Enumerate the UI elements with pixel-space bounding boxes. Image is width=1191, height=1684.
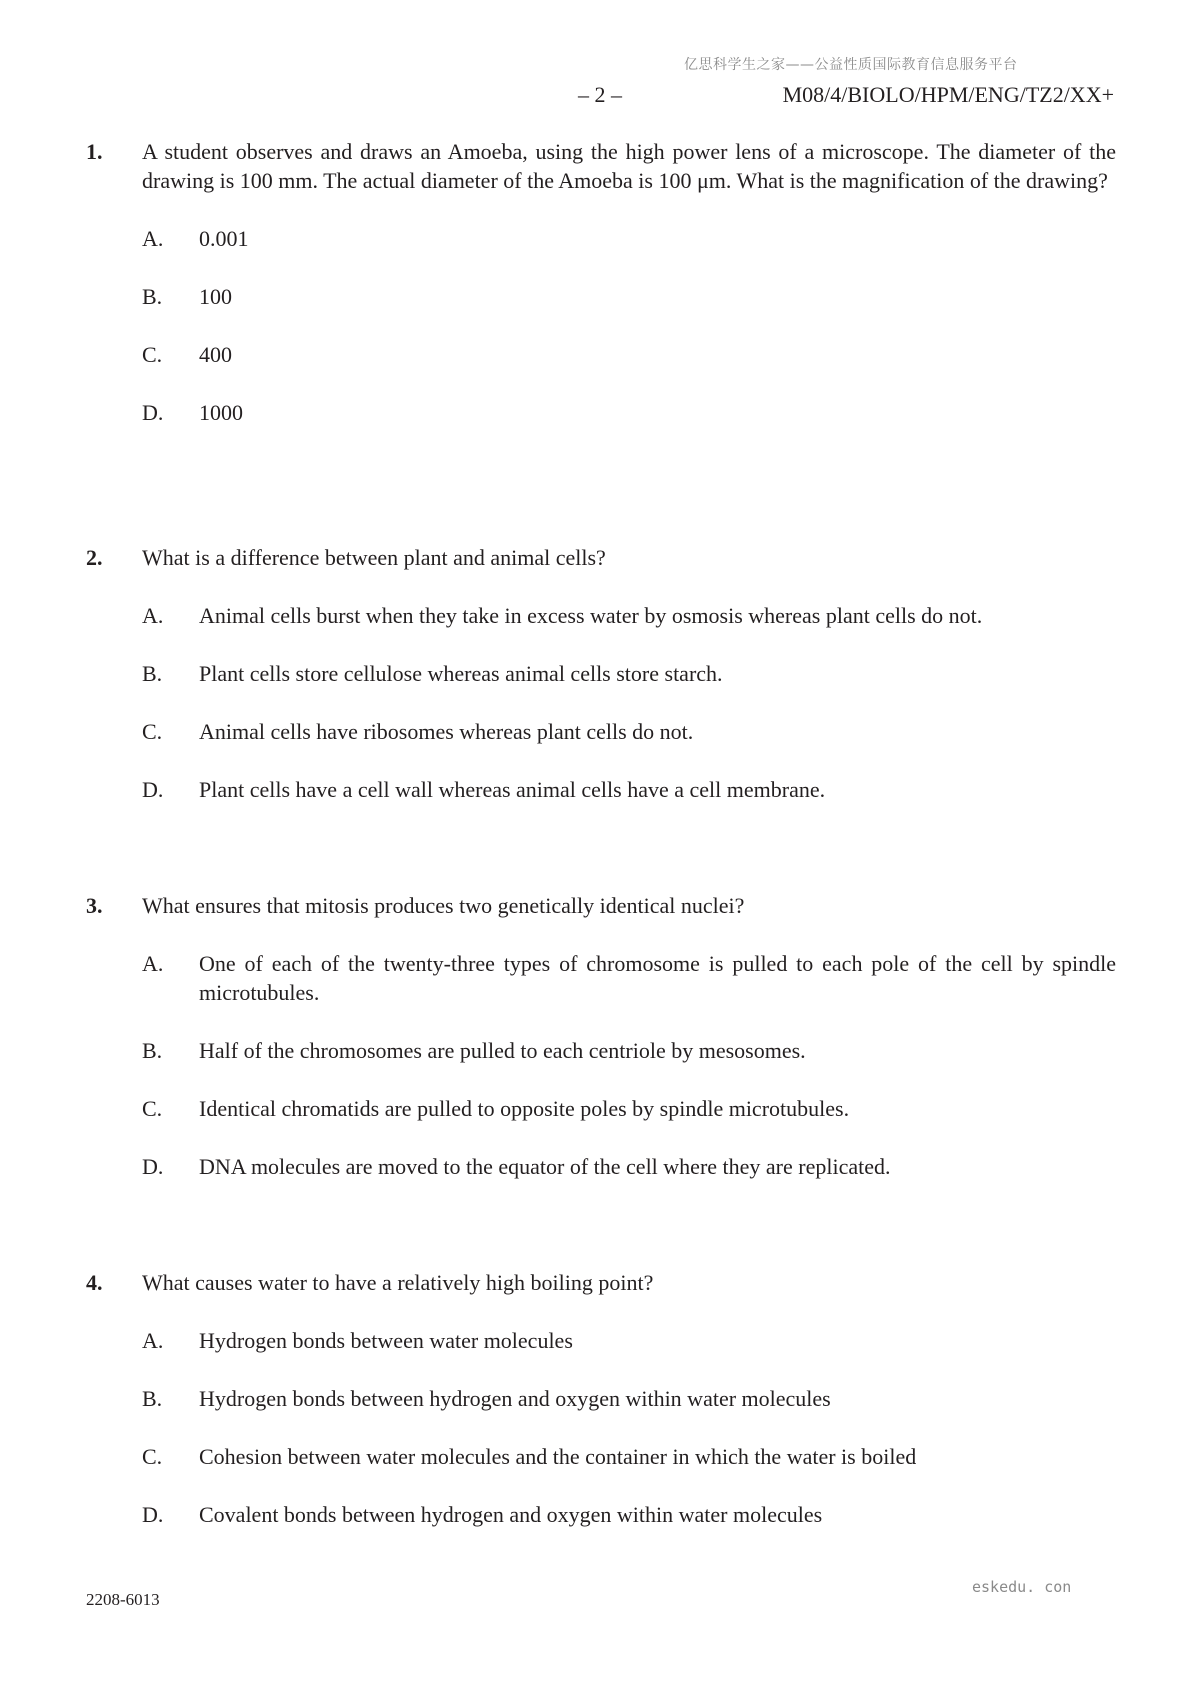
option-c [142, 340, 1116, 369]
option-text: Cohesion between water molecules and the container in which the water is boiled [199, 1444, 917, 1469]
question-number: 1. [86, 139, 103, 164]
option-c [142, 1442, 1116, 1471]
question-text: A student observes and draws an Amoeba, using the high power lens of a microscope. The diameter of the drawing is 100 mm. The actual diameter of the Amoeba is 100 μm. What is the magnification of the drawing? [142, 139, 1116, 193]
option-text: Animal cells burst when they take in excess water by osmosis whereas plant cells do not. [199, 603, 983, 628]
option-letter: A. [142, 603, 164, 628]
question-text: What causes water to have a relatively high boiling point? [142, 1270, 654, 1295]
option-text: Plant cells have a cell wall whereas animal cells have a cell membrane. [199, 777, 826, 802]
question-number: 3. [86, 893, 103, 918]
option-text: 400 [199, 342, 232, 367]
question-4 [86, 1268, 1116, 1529]
option-letter: C. [142, 1444, 163, 1469]
option-letter: C. [142, 1096, 163, 1121]
question-number: 2. [86, 545, 103, 570]
option-letter: C. [142, 719, 163, 744]
page-number: – 2 – [578, 82, 622, 107]
paper-code: M08/4/BIOLO/HPM/ENG/TZ2/XX+ [782, 82, 1114, 107]
option-letter: D. [142, 777, 164, 802]
option-text: Half of the chromosomes are pulled to each centriole by mesosomes. [199, 1038, 806, 1063]
option-text: 1000 [199, 400, 243, 425]
option-b [142, 1036, 1116, 1065]
option-text: DNA molecules are moved to the equator of the cell where they are replicated. [199, 1154, 891, 1179]
option-a [142, 949, 1116, 1007]
option-text: 100 [199, 284, 232, 309]
option-text: One of each of the twenty-three types of chromosome is pulled to each pole of the cell by spindle microtubules. [199, 951, 1116, 1005]
question-text: What ensures that mitosis produces two genetically identical nuclei? [142, 893, 745, 918]
header-watermark: 亿思科学生之家——公益性质国际教育信息服务平台 [684, 57, 1018, 73]
option-letter: D. [142, 400, 164, 425]
question-3 [86, 891, 1116, 1181]
option-d [142, 398, 1116, 427]
option-c [142, 717, 1116, 746]
option-letter: B. [142, 1386, 163, 1411]
option-a [142, 1326, 1116, 1355]
option-b [142, 1384, 1116, 1413]
option-d [142, 1152, 1116, 1181]
option-a [142, 224, 1116, 253]
question-text: What is a difference between plant and animal cells? [142, 545, 606, 570]
option-b [142, 659, 1116, 688]
option-text: Hydrogen bonds between water molecules [199, 1328, 573, 1353]
footer-watermark: eskedu. con [972, 1578, 1072, 1596]
option-letter: D. [142, 1154, 164, 1179]
footer-code: 2208-6013 [86, 1590, 160, 1609]
option-d [142, 1500, 1116, 1529]
option-letter: A. [142, 951, 164, 976]
option-a [142, 601, 1116, 630]
option-text: Plant cells store cellulose whereas animal cells store starch. [199, 661, 723, 686]
option-letter: B. [142, 1038, 163, 1063]
option-text: Hydrogen bonds between hydrogen and oxygen within water molecules [199, 1386, 831, 1411]
option-letter: B. [142, 661, 163, 686]
option-d [142, 775, 1116, 804]
option-letter: C. [142, 342, 163, 367]
option-letter: A. [142, 1328, 164, 1353]
question-2 [86, 543, 1116, 804]
option-text: 0.001 [199, 226, 249, 251]
option-letter: A. [142, 226, 164, 251]
option-c [142, 1094, 1116, 1123]
option-letter: D. [142, 1502, 164, 1527]
question-1 [86, 137, 1116, 427]
option-letter: B. [142, 284, 163, 309]
option-text: Covalent bonds between hydrogen and oxygen within water molecules [199, 1502, 823, 1527]
option-b [142, 282, 1116, 311]
question-number: 4. [86, 1270, 103, 1295]
option-text: Identical chromatids are pulled to opposite poles by spindle microtubules. [199, 1096, 850, 1121]
option-text: Animal cells have ribosomes whereas plant cells do not. [199, 719, 694, 744]
